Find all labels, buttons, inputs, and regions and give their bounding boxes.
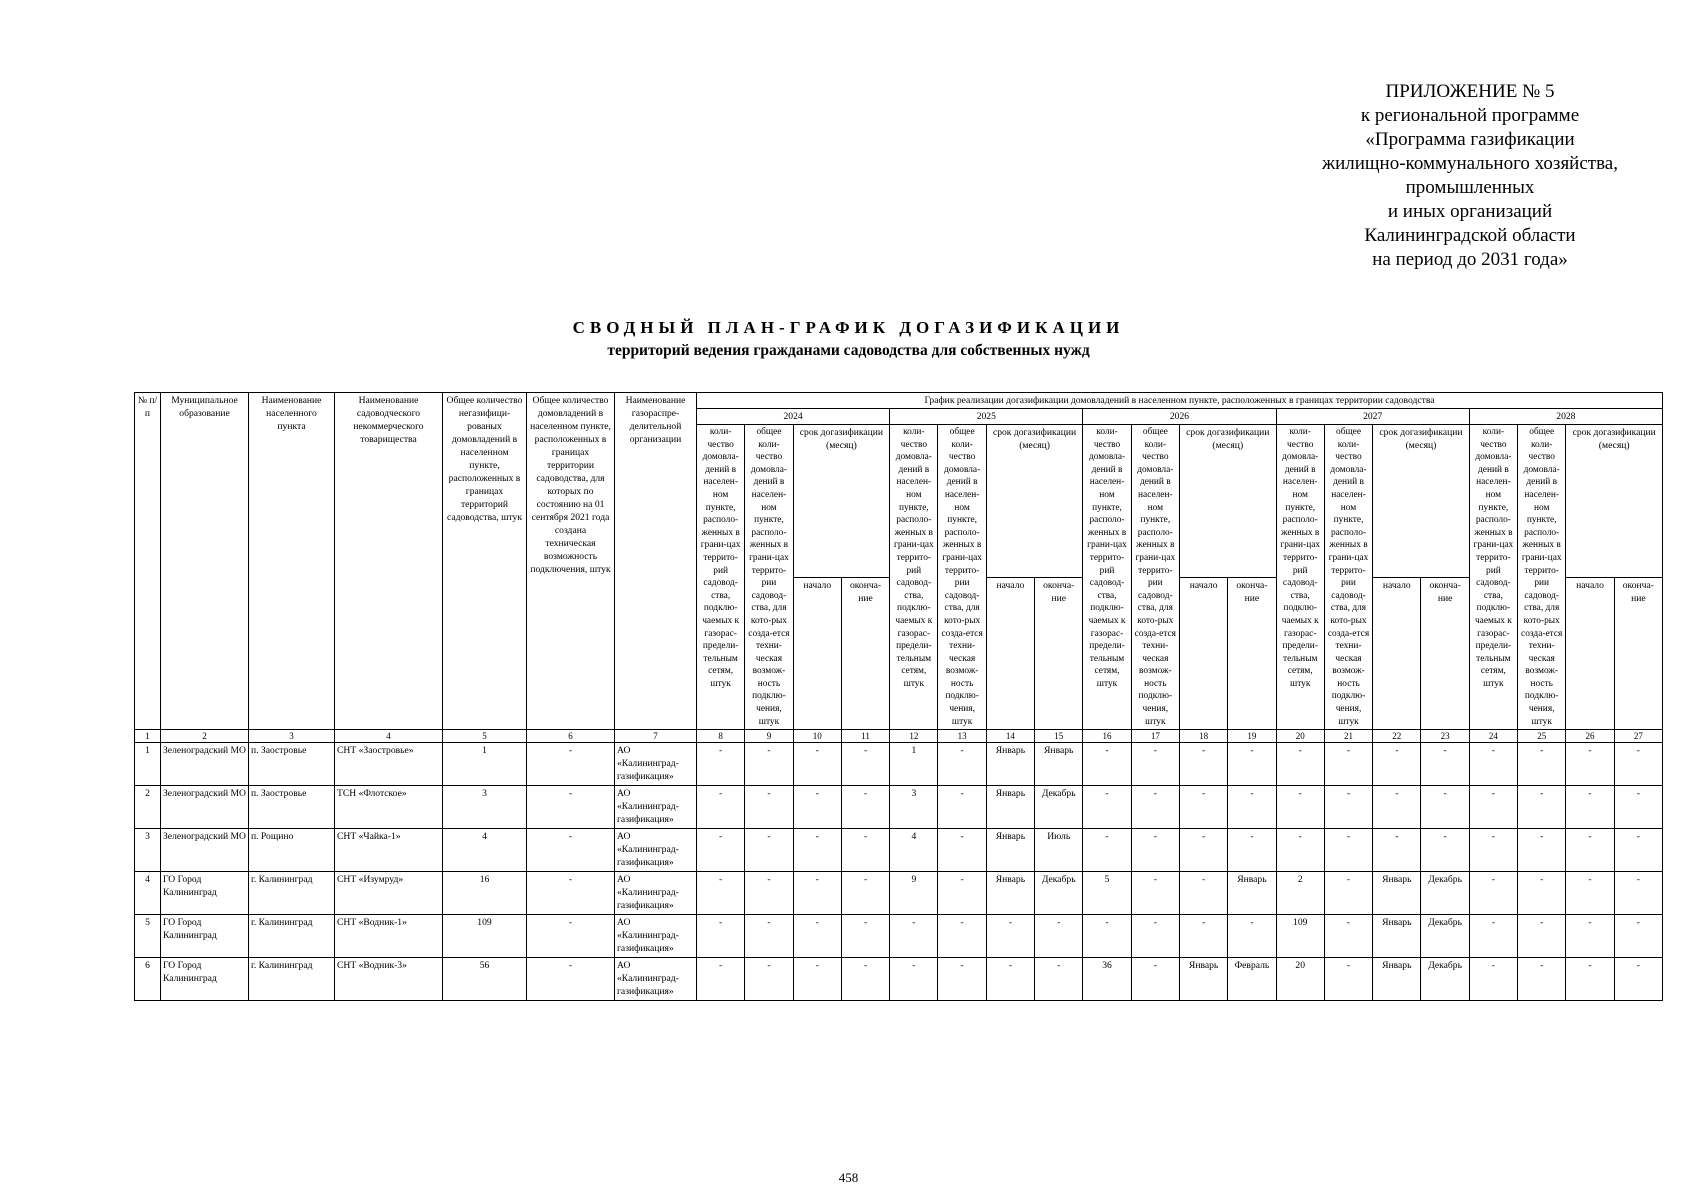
row-year-value: Январь	[986, 872, 1034, 915]
header-start: начало	[1179, 577, 1227, 730]
row-year-value: -	[1179, 915, 1227, 958]
header-end: оконча-ние	[1035, 577, 1083, 730]
row-year-value: Декабрь	[1421, 872, 1469, 915]
header-total: общее коли-чество домовла-дений в населен-ном пункте, располо-женных в грани-цах террито-рии садовод-ства, для кото-рых созда-ется техни-ческая возмож-ность подклю-чения, штук	[1518, 425, 1566, 730]
header-year: 2027	[1276, 409, 1469, 425]
row-year-value: 2	[1276, 872, 1324, 915]
row-year-value: -	[697, 829, 745, 872]
row-total: 3	[443, 786, 527, 829]
column-number: 19	[1228, 730, 1276, 743]
row-year-value: -	[793, 872, 841, 915]
row-year-value: Декабрь	[1035, 872, 1083, 915]
row-year-value: -	[1179, 872, 1227, 915]
column-number: 26	[1566, 730, 1614, 743]
row-year-value: -	[1179, 743, 1227, 786]
row-year-value: -	[841, 786, 889, 829]
table-row	[135, 872, 1663, 915]
row-snt: ТСН «Флотское»	[335, 786, 443, 829]
row-year-value: -	[1566, 872, 1614, 915]
row-snt: СНТ «Водник-3»	[335, 958, 443, 1001]
row-year-value: -	[1131, 872, 1179, 915]
column-number: 4	[335, 730, 443, 743]
row-year-value: -	[1614, 872, 1662, 915]
row-year-value: Январь	[1035, 743, 1083, 786]
title: СВОДНЫЙ ПЛАН-ГРАФИК ДОГАЗИФИКАЦИИ	[572, 318, 1125, 337]
row-possible: -	[527, 743, 615, 786]
document-title	[0, 318, 1697, 360]
row-gro: АО «Калининград-газификация»	[615, 872, 697, 915]
row-settlement: п. Заостровье	[249, 786, 335, 829]
row-year-value: -	[1179, 786, 1227, 829]
row-year-value: -	[1276, 829, 1324, 872]
column-number: 14	[986, 730, 1034, 743]
row-year-value: 1	[890, 743, 938, 786]
header-year: 2026	[1083, 409, 1276, 425]
row-year-value: -	[890, 958, 938, 1001]
row-year-value: Январь	[1373, 915, 1421, 958]
row-year-value: -	[793, 743, 841, 786]
header-total: общее коли-чество домовла-дений в населен-ном пункте, располо-женных в грани-цах террито-рии садовод-ства, для кото-рых созда-ется техни-ческая возмож-ность подклю-чения, штук	[938, 425, 986, 730]
row-year-value: Декабрь	[1421, 915, 1469, 958]
row-year-value: -	[1276, 743, 1324, 786]
row-year-value: -	[1469, 958, 1517, 1001]
row-total: 56	[443, 958, 527, 1001]
column-number: 21	[1324, 730, 1372, 743]
column-number: 20	[1276, 730, 1324, 743]
header-year: 2028	[1469, 409, 1662, 425]
row-year-value: -	[697, 915, 745, 958]
row-gro: АО «Калининград-газификация»	[615, 958, 697, 1001]
row-settlement: г. Калининград	[249, 958, 335, 1001]
row-year-value: Июль	[1035, 829, 1083, 872]
header-count: коли-чество домовла-дений в населен-ном пункте, располо-женных в грани-цах террито-рий садовод-ства, подклю-чаемых к газорас-предели-тельным сетям, штук	[697, 425, 745, 730]
row-year-value: Февраль	[1228, 958, 1276, 1001]
row-year-value: -	[938, 743, 986, 786]
row-year-value: Январь	[1228, 872, 1276, 915]
header-number: № п/п	[135, 393, 161, 730]
column-number: 5	[443, 730, 527, 743]
row-year-value: -	[1373, 829, 1421, 872]
header-total: общее коли-чество домовла-дений в населен-ном пункте, располо-женных в грани-цах террито-рии садовод-ства, для кото-рых созда-ется техни-ческая возмож-ность подклю-чения, штук	[1324, 425, 1372, 730]
header-year: 2024	[697, 409, 890, 425]
row-year-value: -	[1228, 743, 1276, 786]
row-year-value: -	[986, 915, 1034, 958]
row-year-value: -	[1614, 958, 1662, 1001]
header-settlement: Наименование населенного пункта	[249, 393, 335, 730]
row-year-value: -	[1421, 786, 1469, 829]
row-year-value: -	[745, 958, 793, 1001]
row-year-value: -	[1035, 958, 1083, 1001]
appendix-block	[1290, 80, 1650, 272]
header-start: начало	[986, 577, 1034, 730]
row-gro: АО «Калининград-газификация»	[615, 743, 697, 786]
row-year-value: Январь	[1373, 872, 1421, 915]
header-term: срок догазификации (месяц)	[1566, 425, 1663, 578]
row-year-value: -	[986, 958, 1034, 1001]
row-year-value: -	[1131, 958, 1179, 1001]
row-snt: СНТ «Чайка-1»	[335, 829, 443, 872]
header-term: срок догазификации (месяц)	[986, 425, 1083, 578]
row-possible: -	[527, 829, 615, 872]
row-year-value: -	[938, 915, 986, 958]
row-year-value: -	[1324, 743, 1372, 786]
header-total-ungasified: Общее количество негазифици-рованых домовладений в населенном пункте, расположенных в границах территорий садоводства, штук	[443, 393, 527, 730]
row-year-value: -	[938, 958, 986, 1001]
row-year-value: -	[1228, 786, 1276, 829]
page-number: 458	[838, 1170, 859, 1185]
row-year-value: -	[697, 872, 745, 915]
row-year-value: -	[793, 915, 841, 958]
row-year-value: -	[1131, 829, 1179, 872]
row-year-value: -	[1324, 958, 1372, 1001]
row-year-value: -	[1228, 915, 1276, 958]
row-year-value: -	[1518, 915, 1566, 958]
row-year-value: 20	[1276, 958, 1324, 1001]
row-total: 109	[443, 915, 527, 958]
row-snt: СНТ «Водник-1»	[335, 915, 443, 958]
header-count: коли-чество домовла-дений в населен-ном пункте, располо-женных в грани-цах террито-рий садовод-ства, подклю-чаемых к газорас-предели-тельным сетям, штук	[1469, 425, 1517, 730]
appendix-line: «Программа газификации	[1365, 129, 1575, 150]
row-year-value: Январь	[1179, 958, 1227, 1001]
row-year-value: -	[1469, 829, 1517, 872]
row-year-value: -	[1566, 958, 1614, 1001]
header-schedule: График реализации догазификации домовладений в населенном пункте, расположенных в границах территории садоводства	[697, 393, 1663, 409]
header-count: коли-чество домовла-дений в населен-ном пункте, располо-женных в грани-цах террито-рий садовод-ства, подклю-чаемых к газорас-предели-тельным сетям, штук	[1083, 425, 1131, 730]
column-number: 9	[745, 730, 793, 743]
column-number: 15	[1035, 730, 1083, 743]
row-total: 16	[443, 872, 527, 915]
table-row	[135, 915, 1663, 958]
row-total: 4	[443, 829, 527, 872]
row-snt: СНТ «Изумруд»	[335, 872, 443, 915]
row-year-value: -	[938, 872, 986, 915]
row-year-value: Декабрь	[1035, 786, 1083, 829]
header-term: срок догазификации (месяц)	[1373, 425, 1470, 578]
column-number: 1	[135, 730, 161, 743]
appendix-line: на период до 2031 года»	[1372, 249, 1568, 270]
table-row	[135, 958, 1663, 1001]
header-end: оконча-ние	[1228, 577, 1276, 730]
appendix-line: жилищно-коммунального хозяйства,	[1321, 153, 1618, 174]
row-year-value: -	[1276, 786, 1324, 829]
column-number: 18	[1179, 730, 1227, 743]
table-row	[135, 829, 1663, 872]
row-year-value: Январь	[986, 743, 1034, 786]
appendix-line: и иных организаций	[1387, 201, 1553, 222]
row-year-value: -	[841, 915, 889, 958]
table-row	[135, 786, 1663, 829]
row-possible: -	[527, 872, 615, 915]
row-year-value: -	[793, 786, 841, 829]
row-year-value: -	[697, 786, 745, 829]
row-year-value: -	[841, 829, 889, 872]
row-year-value: -	[1324, 829, 1372, 872]
column-number: 27	[1614, 730, 1662, 743]
row-year-value: 36	[1083, 958, 1131, 1001]
header-total: общее коли-чество домовла-дений в населен-ном пункте, располо-женных в грани-цах террито-рии садовод-ства, для кото-рых созда-ется техни-ческая возмож-ность подклю-чения, штук	[745, 425, 793, 730]
row-snt: СНТ «Заостровье»	[335, 743, 443, 786]
row-year-value: -	[1131, 915, 1179, 958]
row-year-value: -	[793, 829, 841, 872]
row-possible: -	[527, 958, 615, 1001]
column-number: 2	[161, 730, 249, 743]
row-possible: -	[527, 786, 615, 829]
row-year-value: -	[1566, 915, 1614, 958]
row-settlement: п. Заостровье	[249, 743, 335, 786]
column-number: 11	[841, 730, 889, 743]
row-year-value: -	[745, 872, 793, 915]
row-settlement: п. Рощино	[249, 829, 335, 872]
row-year-value: Декабрь	[1421, 958, 1469, 1001]
row-year-value: -	[1469, 872, 1517, 915]
row-year-value: Январь	[986, 829, 1034, 872]
row-year-value: -	[1083, 829, 1131, 872]
row-year-value: -	[1469, 743, 1517, 786]
column-number: 17	[1131, 730, 1179, 743]
table-row	[135, 743, 1663, 786]
row-year-value: 5	[1083, 872, 1131, 915]
column-number: 12	[890, 730, 938, 743]
header-snt: Наименование садоводческого некоммерческого товарищества	[335, 393, 443, 730]
column-number: 3	[249, 730, 335, 743]
row-possible: -	[527, 915, 615, 958]
header-start: начало	[1373, 577, 1421, 730]
row-year-value: -	[1179, 829, 1227, 872]
row-year-value: -	[1083, 786, 1131, 829]
row-year-value: -	[1131, 786, 1179, 829]
row-year-value: -	[1373, 743, 1421, 786]
row-year-value: -	[745, 743, 793, 786]
row-year-value: -	[1566, 829, 1614, 872]
row-gro: АО «Калининград-газификация»	[615, 915, 697, 958]
header-total-possible: Общее количество домовладений в населенном пункте, расположенных в границах территории садоводства, для которых по состоянию на 01 сентября 2021 года создана техническая возможность подключения, штук	[527, 393, 615, 730]
row-year-value: -	[1614, 743, 1662, 786]
row-year-value: -	[1373, 786, 1421, 829]
row-year-value: -	[1566, 743, 1614, 786]
schedule-table	[134, 392, 1663, 1001]
header-end: оконча-ние	[1421, 577, 1469, 730]
header-row	[135, 393, 1663, 409]
row-year-value: -	[1324, 872, 1372, 915]
row-year-value: -	[1324, 786, 1372, 829]
appendix-line: Калининградской области	[1364, 225, 1576, 246]
row-year-value: -	[697, 958, 745, 1001]
column-number: 16	[1083, 730, 1131, 743]
row-year-value: -	[1421, 829, 1469, 872]
row-year-value: -	[1614, 786, 1662, 829]
row-year-value: Январь	[986, 786, 1034, 829]
appendix-line: ПРИЛОЖЕНИЕ № 5	[1385, 81, 1555, 102]
header-municipality: Муниципальное образование	[161, 393, 249, 730]
row-municipality: ГО Город Калининград	[161, 958, 249, 1001]
row-municipality: Зеленоградский МО	[161, 829, 249, 872]
row-year-value: -	[697, 743, 745, 786]
appendix-line: промышленных	[1405, 177, 1535, 198]
row-settlement: г. Калининград	[249, 872, 335, 915]
row-municipality: ГО Город Калининград	[161, 872, 249, 915]
column-number: 6	[527, 730, 615, 743]
header-term: срок догазификации (месяц)	[793, 425, 890, 578]
row-year-value: 9	[890, 872, 938, 915]
appendix-line: к региональной программе	[1360, 105, 1580, 126]
header-total: общее коли-чество домовла-дений в населен-ном пункте, располо-женных в грани-цах террито-рии садовод-ства, для кото-рых созда-ется техни-ческая возмож-ность подклю-чения, штук	[1131, 425, 1179, 730]
row-year-value: -	[938, 786, 986, 829]
row-total: 1	[443, 743, 527, 786]
column-number: 23	[1421, 730, 1469, 743]
row-year-value: -	[1469, 915, 1517, 958]
row-year-value: Январь	[1373, 958, 1421, 1001]
column-number: 25	[1518, 730, 1566, 743]
row-year-value: -	[745, 829, 793, 872]
row-municipality: Зеленоградский МО	[161, 743, 249, 786]
row-year-value: 3	[890, 786, 938, 829]
subtitle: территорий ведения гражданами садоводства для собственных нужд	[607, 342, 1090, 359]
column-numbers-row	[135, 730, 1663, 743]
row-year-value: -	[1518, 829, 1566, 872]
header-gro: Наименование газораспре-делительной организации	[615, 393, 697, 730]
row-year-value: 109	[1276, 915, 1324, 958]
header-start: начало	[1566, 577, 1614, 730]
row-gro: АО «Калининград-газификация»	[615, 829, 697, 872]
row-year-value: 4	[890, 829, 938, 872]
row-number: 5	[135, 915, 161, 958]
row-settlement: г. Калининград	[249, 915, 335, 958]
row-number: 3	[135, 829, 161, 872]
row-year-value: -	[841, 743, 889, 786]
header-count: коли-чество домовла-дений в населен-ном пункте, располо-женных в грани-цах террито-рий садовод-ства, подклю-чаемых к газорас-предели-тельным сетям, штук	[1276, 425, 1324, 730]
header-term: срок догазификации (месяц)	[1179, 425, 1276, 578]
row-year-value: -	[1035, 915, 1083, 958]
header-count: коли-чество домовла-дений в населен-ном пункте, располо-женных в грани-цах террито-рий садовод-ства, подклю-чаемых к газорас-предели-тельным сетям, штук	[890, 425, 938, 730]
column-number: 22	[1373, 730, 1421, 743]
row-year-value: -	[1083, 915, 1131, 958]
row-gro: АО «Калининград-газификация»	[615, 786, 697, 829]
row-year-value: -	[1614, 829, 1662, 872]
row-year-value: -	[1469, 786, 1517, 829]
row-year-value: -	[1083, 743, 1131, 786]
row-year-value: -	[1614, 915, 1662, 958]
row-municipality: ГО Город Калининград	[161, 915, 249, 958]
row-year-value: -	[745, 915, 793, 958]
column-number: 10	[793, 730, 841, 743]
row-year-value: -	[1518, 743, 1566, 786]
column-number: 8	[697, 730, 745, 743]
header-end: оконча-ние	[841, 577, 889, 730]
row-number: 4	[135, 872, 161, 915]
row-year-value: -	[1518, 786, 1566, 829]
column-number: 7	[615, 730, 697, 743]
column-number: 24	[1469, 730, 1517, 743]
column-number: 13	[938, 730, 986, 743]
header-end: оконча-ние	[1614, 577, 1662, 730]
row-number: 2	[135, 786, 161, 829]
row-year-value: -	[745, 786, 793, 829]
row-municipality: Зеленоградский МО	[161, 786, 249, 829]
row-year-value: -	[1421, 743, 1469, 786]
header-start: начало	[793, 577, 841, 730]
row-year-value: -	[1228, 829, 1276, 872]
row-year-value: -	[1518, 872, 1566, 915]
header-year: 2025	[890, 409, 1083, 425]
row-year-value: -	[841, 872, 889, 915]
row-year-value: -	[841, 958, 889, 1001]
row-number: 6	[135, 958, 161, 1001]
row-year-value: -	[1324, 915, 1372, 958]
row-year-value: -	[890, 915, 938, 958]
row-number: 1	[135, 743, 161, 786]
row-year-value: -	[938, 829, 986, 872]
row-year-value: -	[1566, 786, 1614, 829]
row-year-value: -	[1131, 743, 1179, 786]
row-year-value: -	[1518, 958, 1566, 1001]
row-year-value: -	[793, 958, 841, 1001]
